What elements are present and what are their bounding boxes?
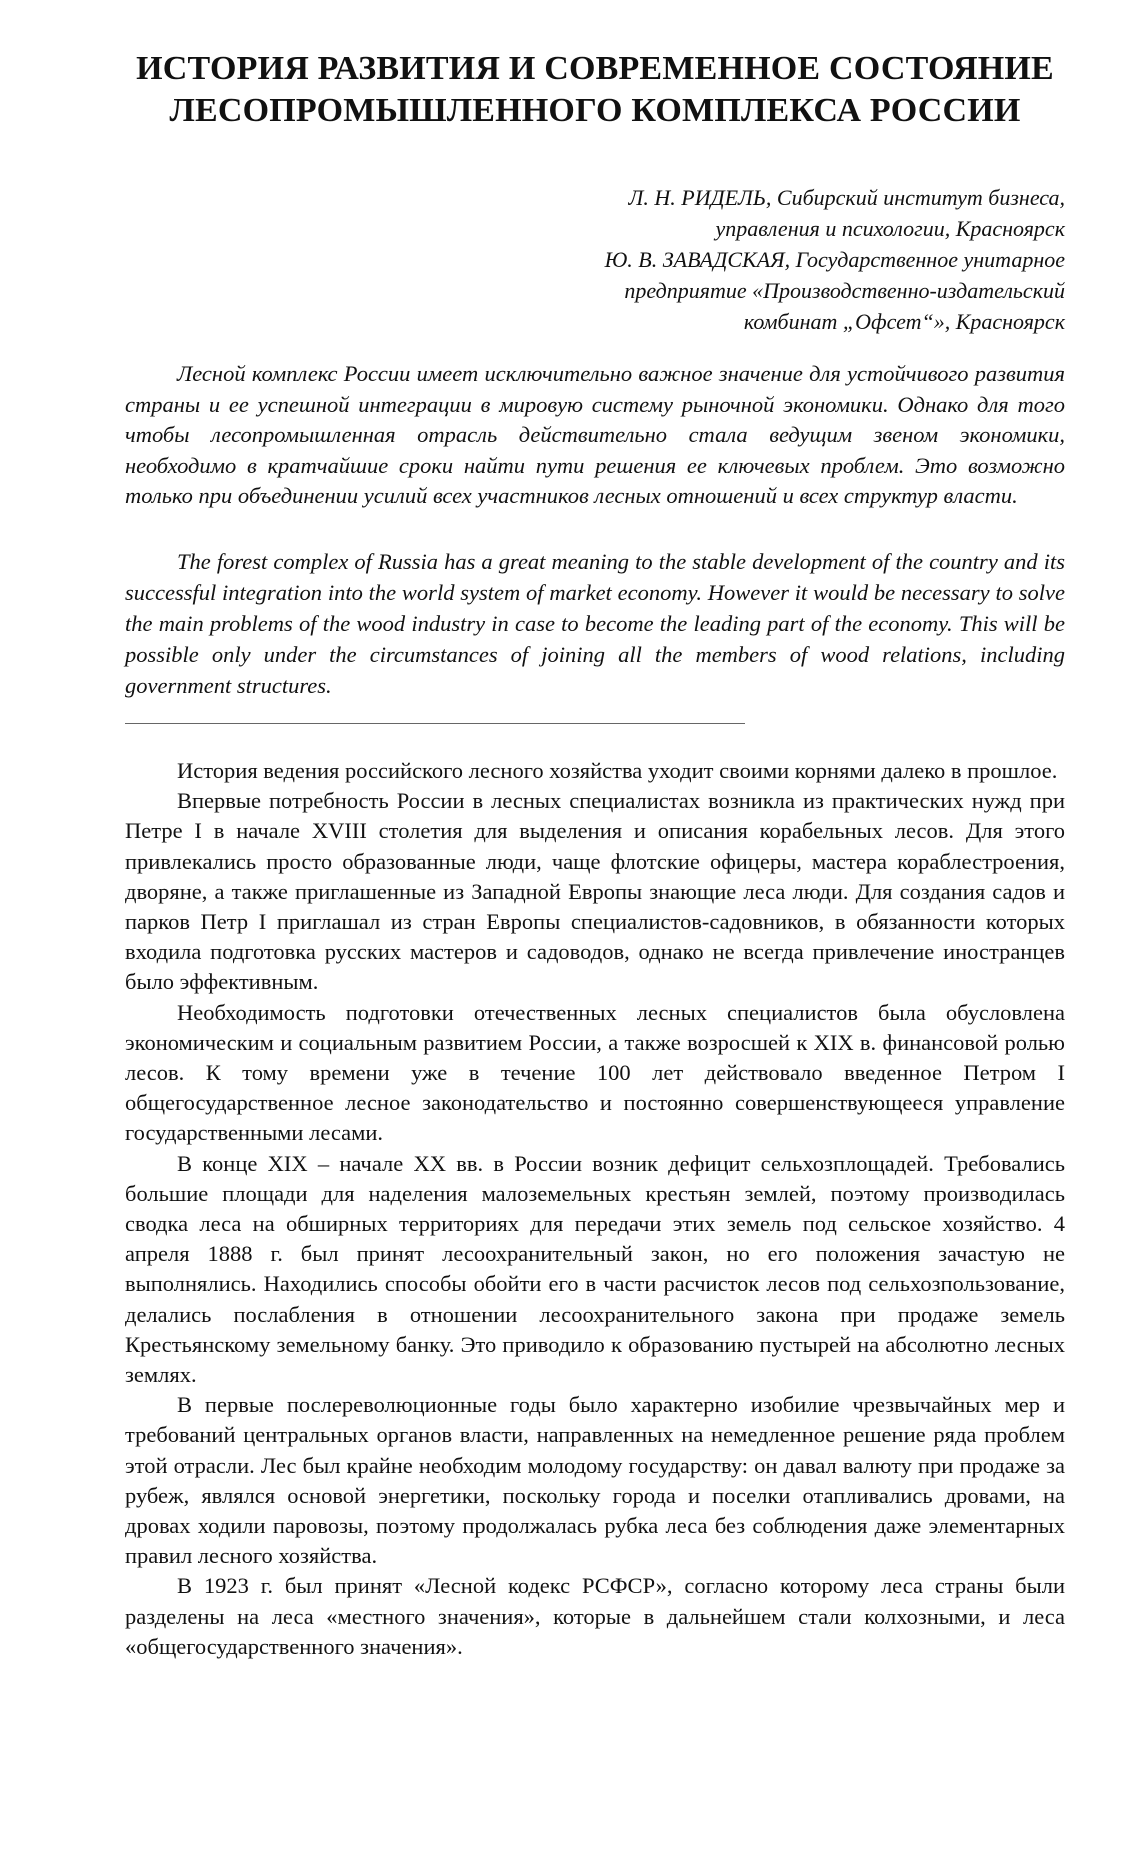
abstract-russian: Лесной комплекс России имеет исключительно важное значение для устойчивого развития страны и ее успешной интеграции в мировую систему рыночной экономики. Однако для того чтобы лесопромышленная отрасль действительно стала ведущим звеном экономики, необходимо в кратчайшие сроки найти пути решения ее ключевых проблем. Это возможно только при объединении усилий всех участников лесных отношений и всех структур власти. (125, 361, 1065, 508)
section-divider (125, 723, 745, 724)
author-line: комбинат „Офсет“», Красноярск (743, 309, 1065, 334)
author-line: Л. Н. РИДЕЛЬ, Сибирский институт бизнеса, (628, 185, 1065, 210)
body-paragraph: Необходимость подготовки отечественных лесных специалистов была обусловлена экономическим и социальным развитием России, а также возросшей к XIX в. финансовой ролью лесов. К тому времени уже в течение 100 лет действовало введенное Петром I общегосударственное лесное законодательство и постоянно совершенствующееся управление государственными лесами. (125, 999, 1065, 1146)
article-body (125, 756, 1065, 1662)
author-line: Ю. В. ЗАВАДСКАЯ, Государственное унитарное (604, 247, 1065, 272)
body-paragraph: История ведения российского лесного хозяйства уходит своими корнями далеко в прошлое. (177, 758, 1058, 783)
body-paragraph: В конце XIX – начале XX вв. в России возник дефицит сельхозплощадей. Требовались большие площади для наделения малоземельных крестьян землей, поэтому производилась сводка леса на обширных территориях для передачи этих земель под сельское хозяйство. 4 апреля 1888 г. был принят лесоохранительный закон, но его положения зачастую не выполнялись. Находились способы обойти его в части расчисток лесов под сельхозпользование, делались послабления в отношении лесоохранительного закона при продаже земель Крестьянскому земельному банку. Это приводило к образованию пустырей на абсолютно лесных землях. (125, 1150, 1065, 1388)
author-affiliations (125, 182, 1065, 337)
title-line-1: ИСТОРИЯ РАЗВИТИЯ И СОВРЕМЕННОЕ СОСТОЯНИЕ (136, 50, 1054, 87)
body-paragraph: В первые послереволюционные годы было характерно изобилие чрезвычайных мер и требований центральных органов власти, направленных на немедленное решение ряда проблем этой отрасли. Лес был крайне необходим молодому государству: он давал валюту при продаже за рубеж, являлся основой энергетики, поскольку города и поселки отапливались дровами, на дровах ходили паровозы, поэтому продолжалась рубка леса без соблюдения даже элементарных правил лесного хозяйства. (125, 1392, 1065, 1569)
author-line: управления и психологии, Красноярск (715, 216, 1065, 241)
title-line-2: ЛЕСОПРОМЫШЛЕННОГО КОМПЛЕКСА РОССИИ (169, 92, 1021, 129)
article-title (125, 48, 1065, 132)
author-line: предприятие «Производственно-издательский (624, 278, 1065, 303)
abstract-english: The forest complex of Russia has a great meaning to the stable development of the country and its successful integration into the world system of market economy. However it would be necessary to solve the main problems of the wood industry in case to become the leading part of the economy. This will be possible only under the circumstances of joining all the members of wood relations, including government structures. (125, 548, 1065, 698)
body-paragraph: В 1923 г. был принят «Лесной кодекс РСФСР», согласно которому леса страны были разделены на леса «местного значения», которые в дальнейшем стали колхозными, и леса «общегосударственного значения». (125, 1573, 1065, 1659)
body-paragraph: Впервые потребность России в лесных специалистах возникла из практических нужд при Петре I в начале XVIII столетия для выделения и описания корабельных лесов. Для этого привлекались просто образованные люди, чаще флотские офицеры, мастера кораблестроения, дворяне, а также приглашенные из Западной Европы знающие леса люди. Для создания садов и парков Петр I приглашал из стран Европы специалистов-садовников, в обязанности которых входила подготовка русских мастеров и садоводов, однако не всегда привлечение иностранцев было эффективным. (125, 788, 1065, 995)
